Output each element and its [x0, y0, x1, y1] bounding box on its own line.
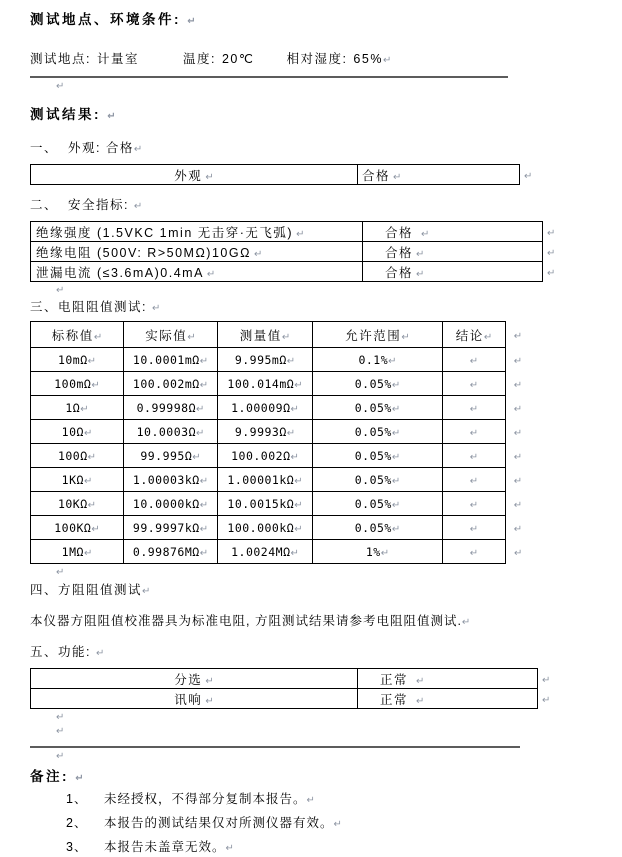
cell-measured: 9.9993Ω↵ — [218, 420, 313, 444]
heading-resistance — [30, 297, 622, 315]
function-item-text: 分选 — [174, 672, 203, 687]
cell-tolerance: 0.05%↵ — [313, 516, 443, 540]
paragraph-mark: ↵ — [56, 712, 65, 723]
cell-tolerance: 0.05%↵ — [313, 420, 443, 444]
cell-function-result — [358, 689, 538, 709]
appearance-item-text: 外观 — [174, 168, 203, 183]
row-end-mark: ↵ — [542, 694, 551, 706]
cell-mark: ↵ — [196, 403, 205, 415]
cell-mark: ↵ — [391, 523, 401, 535]
paragraph-mark: ↵ — [133, 144, 143, 155]
row-end-mark: ↵ — [547, 267, 556, 279]
remark-item — [66, 815, 622, 833]
row-end-mark: ↵ — [524, 170, 533, 182]
cell-mark: ↵ — [294, 499, 303, 511]
row-end-mark: ↵ — [513, 355, 523, 367]
cell-mark: ↵ — [391, 427, 401, 439]
remark-number: 3、 — [66, 840, 88, 854]
remark-text: 未经授权，不得部分复制本报告。 — [104, 792, 307, 806]
remarks-title-text: 备注: — [30, 769, 69, 784]
col-header-conclusion: 结论↵ — [443, 322, 506, 348]
table-row — [31, 348, 527, 372]
cell-mark: ↵ — [199, 475, 209, 487]
paragraph-mark: ↵ — [151, 303, 161, 314]
row-end-mark: ↵ — [513, 427, 523, 439]
cell-mark: ↵ — [91, 523, 100, 535]
env-temp-value: 20℃ — [221, 52, 255, 66]
table-row — [31, 492, 527, 516]
paragraph-mark: ↵ — [333, 819, 342, 830]
results-section-title — [30, 103, 622, 123]
cell-mark: ↵ — [380, 547, 390, 559]
row-end-mark: ↵ — [513, 499, 523, 511]
cell-safety-item — [31, 222, 363, 242]
paragraph-mark: ↵ — [56, 285, 65, 296]
cell-tolerance: 0.05%↵ — [313, 444, 443, 468]
cell-measured: 1.0024MΩ↵ — [218, 540, 313, 564]
cell-conclusion — [443, 444, 506, 468]
cell-mark: ↵ — [286, 355, 296, 367]
heading-resistance-text: 三、电阻阻值测试: — [30, 300, 152, 314]
heading-functions-text: 五、功能: — [30, 645, 96, 659]
table-row — [31, 222, 564, 242]
heading-safety — [30, 195, 622, 213]
col-header-nominal: 标称值↵ — [31, 322, 124, 348]
cell-actual: 99.9997kΩ↵ — [124, 516, 218, 540]
function-item-text: 讯响 — [174, 692, 203, 707]
cell-mark: ↵ — [83, 427, 93, 439]
cell-nominal: 10Ω↵ — [31, 420, 124, 444]
paragraph-mark: ↵ — [75, 773, 84, 784]
table-row — [31, 165, 541, 185]
cell-mark: ↵ — [469, 547, 479, 559]
cell-nominal: 1MΩ↵ — [31, 540, 124, 564]
appearance-table — [30, 164, 540, 185]
cell-mark: ↵ — [91, 379, 100, 391]
row-end-mark: ↵ — [547, 247, 556, 259]
cell-safety-item — [31, 262, 363, 282]
cell-tolerance: 0.1%↵ — [313, 348, 443, 372]
cell-mark: ↵ — [192, 451, 201, 463]
cell-conclusion — [443, 468, 506, 492]
col-header-actual: 实际值↵ — [124, 322, 218, 348]
cell-actual: 1.00003kΩ↵ — [124, 468, 218, 492]
cell-mark: ↵ — [294, 379, 303, 391]
table-header-row — [31, 322, 527, 348]
row-end-mark: ↵ — [514, 547, 523, 559]
cell-nominal: 10KΩ↵ — [31, 492, 124, 516]
cell-function-item — [31, 669, 358, 689]
cell-measured: 100.014mΩ↵ — [218, 372, 313, 396]
cell-mark: ↵ — [469, 355, 479, 367]
col-header-measured: 测量值↵ — [218, 322, 313, 348]
cell-safety-item — [31, 242, 363, 262]
safety-item-text: 绝缘电阻 (500V: R>50MΩ)10GΩ — [36, 245, 251, 260]
env-humidity-value: 65% — [353, 52, 383, 66]
table-row — [31, 242, 564, 262]
heading-appearance-text: 一、 外观: 合格 — [30, 141, 134, 155]
empty-paragraph — [56, 564, 622, 578]
remark-number: 2、 — [66, 816, 88, 830]
cell-mark: ↵ — [187, 331, 196, 343]
cell-mark: ↵ — [469, 475, 479, 487]
cell-mark: ↵ — [416, 268, 425, 280]
cell-mark: ↵ — [281, 331, 291, 343]
cell-mark: ↵ — [199, 523, 209, 535]
cell-mark: ↵ — [483, 331, 493, 343]
functions-table — [30, 668, 559, 709]
paragraph-mark: ↵ — [95, 648, 105, 659]
cell-measured: 100.002Ω↵ — [218, 444, 313, 468]
cell-measured: 100.000kΩ↵ — [218, 516, 313, 540]
cell-mark: ↵ — [388, 355, 397, 367]
cell-mark: ↵ — [469, 403, 479, 415]
cell-nominal: 1Ω↵ — [31, 396, 124, 420]
remark-text: 本报告的测试结果仅对所测仪器有效。 — [104, 816, 334, 830]
cell-conclusion — [443, 348, 506, 372]
safety-item-text: 泄漏电流 (≤3.6mA)0.4mA — [36, 265, 204, 280]
row-end-mark: ↵ — [513, 475, 523, 487]
cell-tolerance: 0.05%↵ — [313, 396, 443, 420]
cell-measured: 9.995mΩ↵ — [218, 348, 313, 372]
cell-nominal: 100mΩ↵ — [31, 372, 124, 396]
appearance-result-text: 合格 — [362, 168, 391, 183]
env-location-label: 测试地点: — [30, 52, 91, 66]
cell-mark: ↵ — [296, 228, 305, 240]
cell-mark: ↵ — [391, 475, 401, 487]
cell-nominal: 100KΩ↵ — [31, 516, 124, 540]
table-row — [31, 444, 527, 468]
heading-functions — [30, 642, 622, 660]
cell-mark: ↵ — [290, 451, 299, 463]
cell-appearance-result — [358, 165, 520, 185]
remark-text: 本报告未盖章无效。 — [104, 840, 226, 854]
cell-mark: ↵ — [199, 355, 209, 367]
cell-nominal: 100Ω↵ — [31, 444, 124, 468]
cell-safety-result — [363, 262, 543, 282]
function-result-text: 正常 — [380, 672, 409, 687]
empty-paragraph — [56, 282, 622, 296]
table-row — [31, 372, 527, 396]
cell-mark: ↵ — [393, 171, 402, 183]
row-end-mark: ↵ — [513, 330, 523, 342]
cell-conclusion — [443, 516, 506, 540]
safety-result-text: 合格 — [385, 245, 414, 260]
cell-mark: ↵ — [205, 675, 214, 687]
results-section-title-text: 测试结果: — [30, 107, 101, 122]
sheet-resistance-note — [30, 611, 622, 629]
resistance-table — [30, 321, 527, 564]
cell-tolerance: 0.05%↵ — [313, 492, 443, 516]
col-header-tolerance: 允许范围↵ — [313, 322, 443, 348]
heading-appearance — [30, 138, 622, 156]
empty-paragraph — [56, 723, 622, 737]
cell-actual: 0.99876MΩ↵ — [124, 540, 218, 564]
row-end-mark: ↵ — [513, 523, 523, 535]
cell-mark: ↵ — [83, 475, 93, 487]
cell-mark: ↵ — [93, 331, 103, 343]
empty-paragraph — [56, 748, 622, 762]
cell-conclusion — [443, 492, 506, 516]
cell-conclusion — [443, 420, 506, 444]
paragraph-mark: ↵ — [107, 111, 116, 122]
cell-actual: 0.99998Ω↵ — [124, 396, 218, 420]
cell-mark: ↵ — [199, 547, 209, 559]
cell-conclusion — [443, 372, 506, 396]
cell-actual: 99.995Ω↵ — [124, 444, 218, 468]
safety-item-text: 绝缘强度 (1.5VKC 1min 无击穿·无飞弧) — [36, 225, 294, 240]
cell-measured: 10.0015kΩ↵ — [218, 492, 313, 516]
cell-mark: ↵ — [416, 695, 425, 707]
cell-mark: ↵ — [391, 379, 401, 391]
cell-mark: ↵ — [290, 403, 299, 415]
cell-actual: 10.0000kΩ↵ — [124, 492, 218, 516]
cell-mark: ↵ — [469, 523, 479, 535]
paragraph-mark: ↵ — [56, 751, 65, 762]
cell-mark: ↵ — [87, 451, 97, 463]
cell-actual: 10.0001mΩ↵ — [124, 348, 218, 372]
cell-safety-result — [363, 242, 543, 262]
cell-mark: ↵ — [290, 547, 299, 559]
cell-conclusion — [443, 540, 506, 564]
cell-conclusion — [443, 396, 506, 420]
paragraph-mark: ↵ — [56, 726, 65, 737]
function-result-text: 正常 — [380, 692, 409, 707]
remarks-title — [30, 765, 622, 785]
row-end-mark: ↵ — [513, 403, 523, 415]
row-end-mark: ↵ — [542, 674, 551, 686]
env-conditions-line — [30, 49, 622, 67]
cell-mark: ↵ — [205, 695, 214, 707]
table-row — [31, 468, 527, 492]
safety-result-text: 合格 — [385, 265, 414, 280]
cell-mark: ↵ — [205, 171, 214, 183]
table-row — [31, 669, 559, 689]
table-row — [31, 540, 527, 564]
cell-mark: ↵ — [87, 499, 97, 511]
heading-sheet-resistance-text: 四、方阻阻值测试 — [30, 583, 143, 597]
cell-function-result — [358, 669, 538, 689]
env-location-value: 计量室 — [96, 52, 139, 66]
cell-mark: ↵ — [469, 427, 479, 439]
cell-tolerance: 0.05%↵ — [313, 372, 443, 396]
cell-mark: ↵ — [294, 475, 303, 487]
sheet-resistance-note-text: 本仪器方阻阻值校准器具为标准电阻, 方阻测试结果请参考电阻阻值测试. — [30, 614, 462, 628]
cell-mark: ↵ — [253, 248, 263, 260]
safety-table — [30, 221, 564, 282]
safety-result-text: 合格 — [385, 225, 414, 240]
paragraph-mark: ↵ — [56, 567, 65, 578]
paragraph-mark: ↵ — [225, 843, 234, 854]
cell-safety-result — [363, 222, 543, 242]
remark-item — [66, 839, 622, 857]
table-row — [31, 516, 527, 540]
paragraph-mark: ↵ — [56, 81, 65, 92]
cell-function-item — [31, 689, 358, 709]
remark-item — [66, 791, 622, 809]
cell-mark: ↵ — [401, 331, 410, 343]
env-temp-label: 温度: — [183, 52, 216, 66]
cell-mark: ↵ — [206, 268, 216, 280]
cell-nominal: 1KΩ↵ — [31, 468, 124, 492]
cell-measured: 1.00001kΩ↵ — [218, 468, 313, 492]
env-humidity-label: 相对湿度: — [286, 52, 348, 66]
table-row — [31, 396, 527, 420]
table-row — [31, 262, 564, 282]
empty-paragraph — [56, 709, 622, 723]
cell-measured: 1.00009Ω↵ — [218, 396, 313, 420]
paragraph-mark: ↵ — [461, 617, 471, 628]
cell-mark: ↵ — [391, 499, 401, 511]
paragraph-mark: ↵ — [133, 201, 143, 212]
paragraph-mark: ↵ — [142, 586, 151, 597]
paragraph-mark: ↵ — [382, 55, 392, 66]
cell-mark: ↵ — [391, 403, 401, 415]
cell-nominal: 10mΩ↵ — [31, 348, 124, 372]
heading-sheet-resistance — [30, 580, 622, 598]
row-end-mark: ↵ — [513, 451, 523, 463]
table-row — [31, 689, 559, 709]
paragraph-mark: ↵ — [187, 16, 196, 27]
cell-mark: ↵ — [83, 547, 93, 559]
cell-mark: ↵ — [87, 355, 97, 367]
cell-mark: ↵ — [294, 523, 303, 535]
cell-mark: ↵ — [469, 379, 479, 391]
paragraph-mark: ↵ — [306, 795, 315, 806]
remark-number: 1、 — [66, 792, 88, 806]
cell-mark: ↵ — [196, 427, 205, 439]
cell-actual: 10.0003Ω↵ — [124, 420, 218, 444]
cell-mark: ↵ — [199, 379, 209, 391]
cell-mark: ↵ — [469, 499, 479, 511]
row-end-mark: ↵ — [513, 379, 523, 391]
cell-actual: 100.002mΩ↵ — [124, 372, 218, 396]
cell-mark: ↵ — [421, 228, 430, 240]
cell-tolerance: 1%↵ — [313, 540, 443, 564]
cell-mark: ↵ — [391, 451, 401, 463]
row-end-mark: ↵ — [547, 227, 556, 239]
empty-paragraph — [56, 78, 622, 92]
env-section-title-text: 测试地点、环境条件: — [30, 12, 181, 27]
cell-mark: ↵ — [416, 248, 425, 260]
cell-mark: ↵ — [469, 451, 479, 463]
env-section-title — [30, 8, 622, 28]
table-row — [31, 420, 527, 444]
cell-mark: ↵ — [199, 499, 209, 511]
cell-mark: ↵ — [286, 427, 296, 439]
cell-mark: ↵ — [416, 675, 425, 687]
cell-mark: ↵ — [80, 403, 89, 415]
cell-tolerance: 0.05%↵ — [313, 468, 443, 492]
cell-appearance-item — [31, 165, 358, 185]
heading-safety-text: 二、 安全指标: — [30, 198, 134, 212]
